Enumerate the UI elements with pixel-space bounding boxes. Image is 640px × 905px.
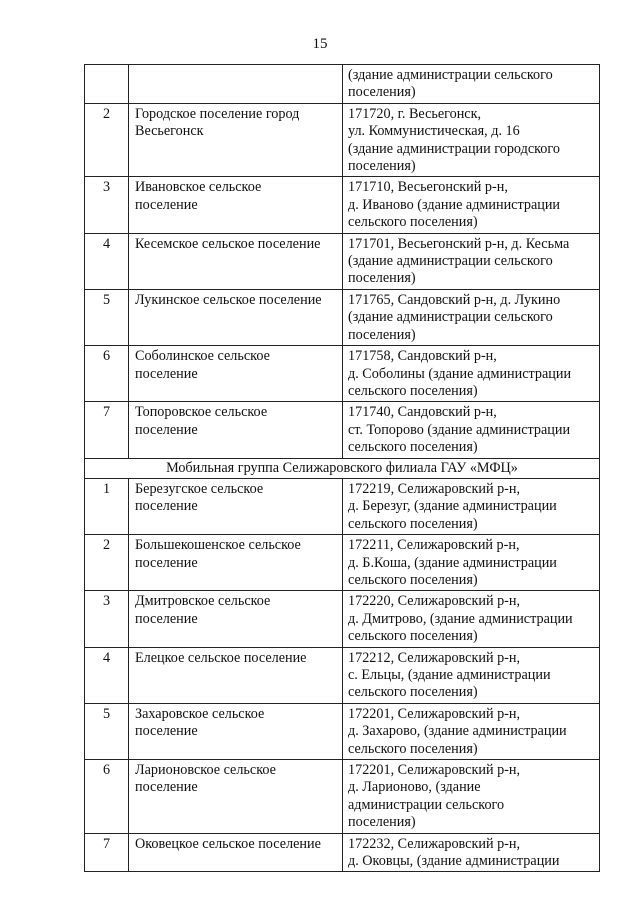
address-line: д. Иваново (здание администрации: [348, 196, 561, 213]
settlement-name-line: поселение: [135, 610, 198, 627]
settlement-name-cell: [129, 535, 343, 591]
settlement-name-cell: [129, 65, 343, 104]
settlement-name-cell: [129, 760, 343, 834]
settlement-name-cell: [129, 177, 343, 233]
row-number-cell: [85, 65, 129, 104]
address-cell: [343, 346, 600, 402]
address-cell: [343, 833, 600, 872]
row-number-cell: 1: [85, 478, 129, 534]
settlement-name-line: поселение: [135, 365, 198, 382]
page-number: 15: [312, 36, 328, 52]
table-row: [85, 760, 600, 834]
settlement-name-line: Оковецкое сельское поселение: [135, 835, 321, 852]
settlement-name-line: Березугское сельское: [135, 480, 264, 497]
row-number-cell: 2: [85, 103, 129, 177]
address-line: поселения): [348, 814, 416, 831]
settlement-name-line: Елецкое сельское поселение: [135, 649, 307, 666]
settlement-name-cell: [129, 233, 343, 289]
table-row: [85, 535, 600, 591]
address-line: 172220, Селижаровский р-н,: [348, 593, 521, 610]
address-line: (здание администрации сельского: [348, 309, 553, 326]
table-row: [85, 591, 600, 647]
settlement-name-cell: [129, 346, 343, 402]
address-line: 171720, г. Весьегонск,: [348, 105, 482, 122]
address-line: сельского поселения): [348, 571, 478, 588]
settlement-name-line: Дмитровское сельское: [135, 593, 271, 610]
address-line: 172211, Селижаровский р-н,: [348, 537, 520, 554]
table-row: [85, 65, 600, 104]
settlements-table-body: [85, 65, 600, 872]
address-line: 171710, Весьегонский р-н,: [348, 179, 508, 196]
settlement-name-line: Городское поселение город: [135, 105, 300, 122]
settlement-name-line: Большекошенское сельское: [135, 537, 301, 554]
address-line: д. Дмитрово, (здание администрации: [348, 610, 573, 627]
settlement-name-cell: [129, 647, 343, 703]
settlement-name-line: Ивановское сельское: [135, 179, 262, 196]
settlement-name-line: поселение: [135, 196, 198, 213]
address-cell: [343, 402, 600, 458]
address-line: д. Березуг, (здание администрации: [348, 498, 557, 515]
address-line: сельского поселения): [348, 214, 478, 231]
address-cell: [343, 233, 600, 289]
address-line: 172201, Селижаровский р-н,: [348, 705, 521, 722]
address-line: поселения): [348, 270, 416, 287]
row-number-cell: 7: [85, 402, 129, 458]
group-header-cell: Мобильная группа Селижаровского филиала ГАУ «МФЦ»: [85, 458, 600, 478]
table-row: [85, 177, 600, 233]
row-number-cell: 2: [85, 535, 129, 591]
address-line: с. Ельцы, (здание администрации: [348, 667, 551, 683]
table-row: [85, 402, 600, 458]
row-number-cell: 5: [85, 289, 129, 345]
settlement-name-line: Топоровское сельское: [135, 404, 268, 421]
address-line: (здание администрации городского: [348, 140, 560, 157]
address-cell: [343, 591, 600, 647]
address-line: (здание администрации сельского: [348, 253, 553, 270]
row-number-cell: 4: [85, 233, 129, 289]
settlement-name-line: Соболинское сельское: [135, 348, 270, 365]
address-line: д. Захарово, (здание администрации: [348, 723, 567, 740]
address-line: поселения): [348, 326, 416, 343]
table-row: [85, 647, 600, 703]
address-line: (здание администрации сельского: [348, 67, 553, 83]
address-line: ул. Коммунистическая, д. 16: [348, 123, 520, 140]
row-number-cell: 3: [85, 591, 129, 647]
table-row: [85, 103, 600, 177]
address-line: д. Оковцы, (здание администрации: [348, 853, 560, 870]
address-line: 171740, Сандовский р-н,: [348, 404, 497, 421]
address-line: администрации сельского: [348, 796, 505, 813]
settlement-name-line: Захаровское сельское: [135, 705, 265, 722]
address-line: 171758, Сандовский р-н,: [348, 348, 497, 365]
settlement-name-line: Лукинское сельское поселение: [135, 291, 322, 308]
address-line: д. Ларионово, (здание: [348, 779, 481, 796]
row-number-cell: 6: [85, 346, 129, 402]
table-row: [85, 478, 600, 534]
address-line: сельского поселения): [348, 628, 478, 645]
address-line: сельского поселения): [348, 740, 478, 757]
address-line: 171765, Сандовский р-н, д. Лукино: [348, 291, 561, 308]
group-header-row: [85, 458, 600, 478]
settlement-name-line: Кесемское сельское поселение: [135, 235, 321, 252]
address-cell: [343, 65, 600, 104]
table-row: [85, 833, 600, 872]
settlement-name-line: поселение: [135, 498, 198, 515]
settlement-name-line: Ларионовское сельское: [135, 762, 276, 779]
settlement-name-cell: [129, 289, 343, 345]
address-cell: [343, 478, 600, 534]
row-number-cell: 6: [85, 760, 129, 834]
row-number-cell: 5: [85, 703, 129, 759]
settlement-name-line: Весьегонск: [135, 123, 204, 140]
address-line: д. Б.Коша, (здание администрации: [348, 554, 557, 571]
row-number-cell: 7: [85, 833, 129, 872]
address-line: 172219, Селижаровский р-н,: [348, 480, 521, 497]
settlement-name-line: поселение: [135, 779, 198, 796]
address-line: 172201, Селижаровский р-н,: [348, 762, 521, 779]
address-cell: [343, 535, 600, 591]
address-line: поселения): [348, 158, 416, 175]
address-line: поселения): [348, 84, 416, 101]
settlement-name-cell: [129, 591, 343, 647]
address-line: сельского поселения): [348, 439, 478, 456]
address-line: сельского поселения): [348, 684, 478, 701]
row-number-cell: 3: [85, 177, 129, 233]
settlement-name-cell: [129, 402, 343, 458]
settlement-name-cell: [129, 478, 343, 534]
row-number-cell: 4: [85, 647, 129, 703]
address-cell: [343, 103, 600, 177]
address-line: 171701, Весьегонский р-н, д. Кесьма: [348, 235, 570, 252]
settlement-name-line: поселение: [135, 421, 198, 438]
table-row: [85, 703, 600, 759]
address-line: ст. Топорово (здание администрации: [348, 421, 571, 438]
settlements-table: [84, 64, 600, 872]
table-row: [85, 233, 600, 289]
address-line: 172212, Селижаровский р-н,: [348, 649, 521, 666]
address-line: 172232, Селижаровский р-н,: [348, 835, 521, 852]
settlement-name-cell: [129, 833, 343, 872]
address-cell: [343, 703, 600, 759]
settlement-name-cell: [129, 103, 343, 177]
address-cell: [343, 177, 600, 233]
address-line: сельского поселения): [348, 515, 478, 532]
address-cell: [343, 647, 600, 703]
address-cell: [343, 760, 600, 834]
address-line: д. Соболины (здание администрации: [348, 365, 572, 382]
table-row: [85, 346, 600, 402]
settlement-name-line: поселение: [135, 723, 198, 740]
settlement-name-line: поселение: [135, 554, 198, 571]
address-cell: [343, 289, 600, 345]
settlement-name-cell: [129, 703, 343, 759]
table-row: [85, 289, 600, 345]
address-line: сельского поселения): [348, 382, 478, 399]
